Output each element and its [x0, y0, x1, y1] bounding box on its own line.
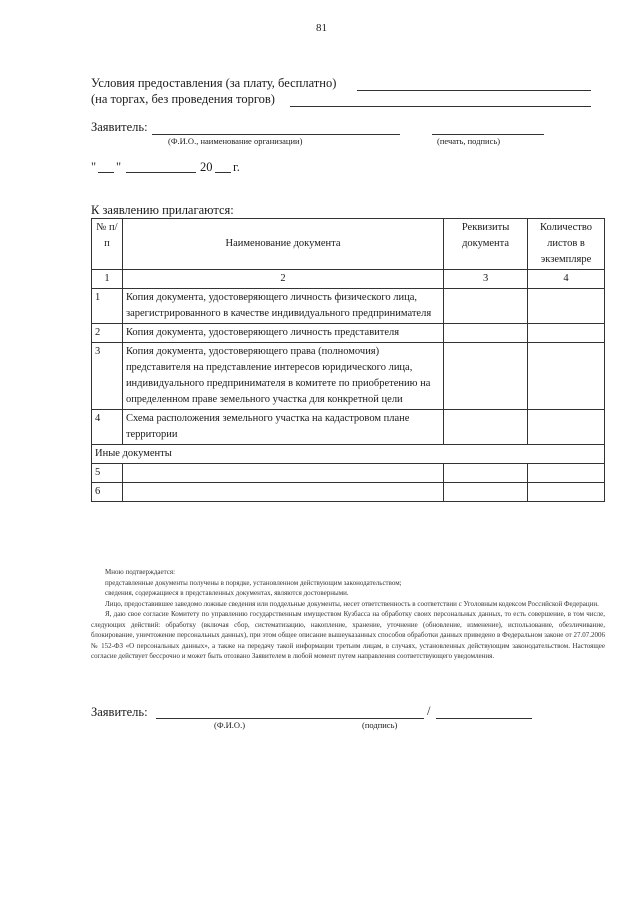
- row-sheets-cell[interactable]: [528, 464, 605, 483]
- row-num: 6: [92, 483, 123, 502]
- applicant-name-blank[interactable]: [152, 134, 400, 135]
- notes-consent: Я, даю свое согласие Комитету по управлению государственным имуществом Кузбасса на обработку своих персональных данных, то есть совершение, в том числе, следующих действий: обработку (включая сбор, систематизацию, накопление, хранение, уточнение (обновление, изменение), использование, обезличивание, блокирование, уничтожение персональных данных), при этом общее описание вышеуказанных способов обработки данных приведено в Федеральном законе от 27.07.2006 № 152-ФЗ «О персональных данных», а также на передачу такой информации третьим лицам, в случаях, установленных действующим законодательством. Настоящее согласие действует бессрочно и может быть отозвано Заявителем в любой момент путем направления соответствующего уведомления.: [91, 610, 605, 660]
- row-doc-name-cell[interactable]: [122, 483, 443, 502]
- row-doc-name: Копия документа, удостоверяющего права (полномочия) представителя на представление интересов юридического лица, индивидуального предпринимателя в комитете по приобретению на определенном праве земельного участка для конкретной цели: [122, 343, 443, 410]
- table-row: [92, 289, 605, 324]
- row-doc-name: Копия документа, удостоверяющего личность физического лица, зарегистрированного в качестве индивидуального предпринимателя: [122, 289, 443, 324]
- date-quote-open: ": [91, 160, 97, 174]
- date-year-prefix: 20: [200, 160, 213, 174]
- notes-intro: Мною подтверждается:: [105, 568, 176, 576]
- conditions-blank2[interactable]: [290, 106, 591, 107]
- table-header-numbers-row: [92, 270, 605, 289]
- row-sheets-cell[interactable]: [528, 483, 605, 502]
- attachments-table: [91, 218, 605, 502]
- header-num-1: 1: [92, 270, 123, 289]
- row-sheets-cell[interactable]: [528, 289, 605, 324]
- row-doc-name-cell[interactable]: [122, 464, 443, 483]
- date-day-blank[interactable]: [98, 172, 114, 173]
- row-details-cell[interactable]: [444, 289, 528, 324]
- table-row: [92, 483, 605, 502]
- notes-item1: представленные документы получены в порядке, установленном действующим законодательством;: [105, 578, 402, 587]
- signature-fio-blank[interactable]: [156, 718, 424, 719]
- applicant-stamp-caption: (печать, подпись): [437, 136, 501, 146]
- table-row: [92, 324, 605, 343]
- confirmation-notes: [91, 567, 605, 662]
- row-details-cell[interactable]: [444, 410, 528, 445]
- row-doc-name: Схема расположения земельного участка на кадастровом плане территории: [122, 410, 443, 445]
- row-details-cell[interactable]: [444, 464, 528, 483]
- date-quote-close: ": [116, 160, 122, 174]
- header-num-3: 3: [444, 270, 528, 289]
- row-details-cell[interactable]: [444, 483, 528, 502]
- date-year-blank[interactable]: [215, 172, 231, 173]
- page-number: 81: [316, 22, 327, 34]
- row-details-cell[interactable]: [444, 324, 528, 343]
- signature-fio-caption: (Ф.И.О.): [214, 720, 246, 730]
- row-sheets-cell[interactable]: [528, 343, 605, 410]
- header-num-2: 2: [122, 270, 443, 289]
- signature-slash: /: [427, 704, 431, 718]
- date-year-suffix: г.: [233, 160, 240, 174]
- table-row: [92, 464, 605, 483]
- row-num: 5: [92, 464, 123, 483]
- header-details: Реквизиты документа: [444, 219, 528, 270]
- conditions-blank1[interactable]: [357, 90, 591, 91]
- header-num: № п/п: [92, 219, 123, 270]
- row-num: 2: [92, 324, 123, 343]
- signature-sign-caption: (подпись): [362, 720, 398, 730]
- table-header-row: [92, 219, 605, 270]
- row-num: 1: [92, 289, 123, 324]
- notes-item2: сведения, содержащиеся в представленных документах, являются достоверными.: [105, 589, 349, 597]
- signature-sign-blank[interactable]: [436, 718, 532, 719]
- applicant-stamp-blank[interactable]: [432, 134, 544, 135]
- other-docs-row: [92, 445, 605, 464]
- row-doc-name: Копия документа, удостоверяющего личность представителя: [122, 324, 443, 343]
- notes-item3: Лицо, предоставившее заведомо ложные сведения или поддельные документы, несет ответственность в соответствии с Уголовным кодексом Российской Федерации.: [105, 599, 599, 608]
- header-num-4: 4: [528, 270, 605, 289]
- signature-label: Заявитель:: [91, 705, 148, 719]
- conditions-line2: (на торгах, без проведения торгов): [91, 92, 275, 106]
- row-sheets-cell[interactable]: [528, 324, 605, 343]
- header-name: Наименование документа: [122, 219, 443, 270]
- row-details-cell[interactable]: [444, 343, 528, 410]
- header-sheets: Количество листов в экземпляре: [528, 219, 605, 270]
- row-sheets-cell[interactable]: [528, 410, 605, 445]
- conditions-line1: Условия предоставления (за плату, бесплатно): [91, 76, 337, 90]
- table-row: [92, 410, 605, 445]
- row-num: 4: [92, 410, 123, 445]
- applicant-name-caption: (Ф.И.О., наименование организации): [168, 136, 303, 146]
- other-docs-label: Иные документы: [92, 445, 605, 464]
- table-row: [92, 343, 605, 410]
- row-num: 3: [92, 343, 123, 410]
- applicant-label: Заявитель:: [91, 120, 148, 134]
- date-month-blank[interactable]: [126, 172, 196, 173]
- attachments-heading: К заявлению прилагаются:: [91, 203, 234, 217]
